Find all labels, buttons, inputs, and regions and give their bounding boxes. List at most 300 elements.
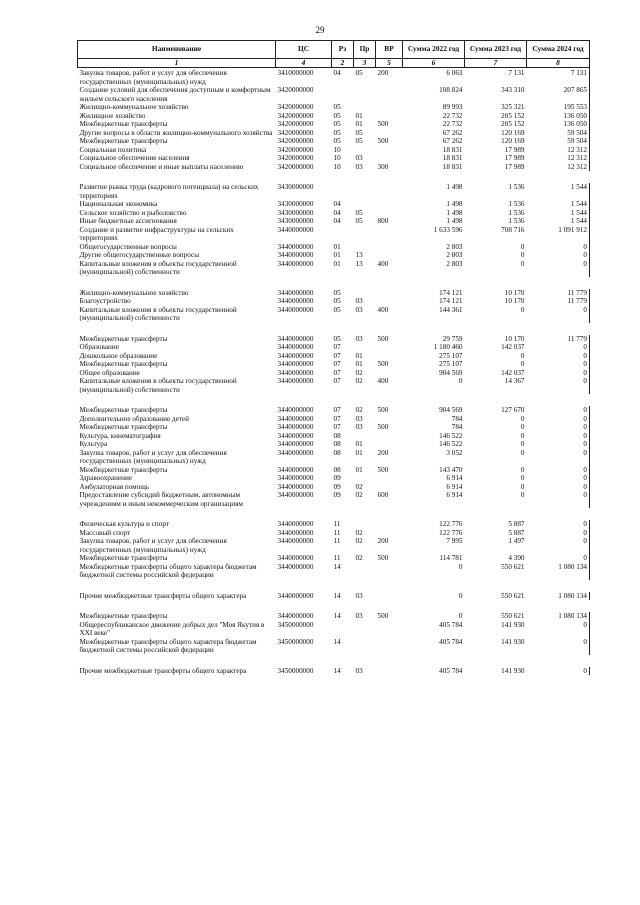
row-cs: 3430000000	[277, 183, 314, 191]
row-sum-2022: 784	[451, 414, 463, 423]
row-rz: 07	[333, 414, 341, 423]
row-sum-2023: 0	[520, 474, 525, 482]
row-sum-2024: 1 544	[527, 209, 590, 218]
row-sum-2024: 12 312	[527, 146, 590, 155]
row-sum-2024: 1 080 134	[527, 563, 590, 580]
row-vr: 400	[377, 305, 389, 314]
row-sum-2022: 174 121	[439, 288, 463, 297]
row-sum-2023: 142 037	[501, 343, 525, 351]
header-number: 6	[403, 59, 465, 68]
row-rz: 05	[333, 305, 341, 314]
row-name: Жилищно-коммунальное хозяйство	[79, 288, 189, 297]
row-sum-2023: 1 497	[508, 537, 525, 545]
row-spacer	[78, 171, 590, 183]
row-sum-2024: 1 544	[527, 200, 590, 209]
table-row	[78, 137, 590, 146]
row-name: Благоустройство	[79, 297, 131, 305]
row-sum-2022: 143 470	[439, 465, 463, 474]
spacer-cell	[78, 277, 590, 289]
row-pr: 01	[355, 120, 363, 128]
row-vr	[376, 112, 403, 121]
row-sum-2023: 120 169	[501, 137, 525, 145]
header-number: 7	[465, 59, 527, 68]
row-pr: 02	[355, 482, 363, 491]
row-pr: 02	[355, 537, 363, 545]
row-pr	[354, 183, 376, 200]
table-row	[78, 335, 590, 344]
row-pr: 01	[355, 360, 363, 368]
spacer-cell	[78, 394, 590, 406]
row-sum-2022: 904 569	[439, 368, 463, 377]
row-name: Сельское хозяйство и рыболовство	[79, 208, 187, 217]
table-row	[78, 563, 590, 580]
row-pr: 05	[355, 208, 363, 217]
row-vr: 500	[377, 554, 389, 562]
row-sum-2022: 1 180 460	[433, 343, 463, 351]
row-sum-2024: 0	[527, 352, 590, 361]
row-rz: 14	[333, 637, 341, 646]
table-row	[78, 103, 590, 112]
header-number: 3	[354, 59, 376, 68]
row-rz: 07	[333, 406, 341, 414]
header-name: Наименование	[78, 41, 276, 59]
spacer-cell	[78, 600, 590, 612]
budget-table	[77, 40, 590, 675]
row-name: Иные бюджетные ассигнования	[79, 217, 177, 225]
row-name: Капитальные вложения в объекты государственной (муниципальной) собственности	[79, 259, 237, 276]
row-sum-2023: 550 621	[501, 591, 525, 600]
row-pr: 01	[355, 351, 363, 360]
row-cs: 3440000000	[277, 360, 314, 368]
row-name: Общее образование	[79, 368, 140, 377]
row-pr	[354, 289, 376, 298]
row-sum-2024: 207 865	[527, 86, 590, 103]
row-sum-2023: 0	[520, 423, 525, 431]
row-rz: 07	[333, 343, 341, 351]
row-pr: 03	[355, 666, 363, 675]
row-rz: 01	[333, 242, 341, 251]
table-row	[78, 520, 590, 529]
row-sum-2022: 67 262	[442, 137, 463, 145]
row-cs: 3420000000	[277, 120, 314, 128]
row-sum-2023: 0	[520, 465, 525, 474]
row-sum-2024: 0	[527, 667, 590, 676]
table-row	[78, 537, 590, 554]
row-pr	[354, 638, 376, 655]
row-vr	[376, 621, 403, 638]
table-row	[78, 260, 590, 277]
row-vr: 200	[377, 69, 389, 77]
row-sum-2023: 141 930	[501, 620, 525, 629]
row-sum-2022: 2 803	[446, 259, 463, 268]
row-sum-2023: 14 367	[504, 377, 525, 385]
table-row	[78, 183, 590, 200]
row-sum-2023: 10 170	[504, 297, 525, 305]
row-sum-2023: 0	[520, 431, 525, 440]
header-number: 2	[332, 59, 354, 68]
table-row	[78, 297, 590, 306]
row-sum-2024: 0	[527, 491, 590, 508]
row-pr: 03	[355, 612, 363, 620]
row-spacer	[78, 394, 590, 406]
row-sum-2022: 405 784	[439, 666, 463, 675]
table-row	[78, 377, 590, 394]
row-vr	[376, 226, 403, 243]
row-sum-2024: 0	[527, 360, 590, 369]
row-sum-2023: 142 037	[501, 368, 525, 377]
row-rz: 09	[333, 474, 341, 482]
row-vr: 500	[377, 612, 389, 620]
row-sum-2022: 22 732	[442, 111, 463, 120]
row-vr	[376, 297, 403, 306]
row-vr	[376, 103, 403, 112]
row-pr: 03	[355, 162, 363, 171]
row-pr: 03	[355, 423, 363, 431]
row-sum-2023: 10 170	[504, 288, 525, 297]
row-sum-2024: 12 312	[527, 163, 590, 172]
row-sum-2022: 7 995	[446, 537, 463, 545]
row-sum-2023: 4 390	[508, 554, 525, 562]
row-name: Социальное обеспечение населения	[79, 154, 190, 162]
row-spacer	[78, 277, 590, 289]
row-sum-2024: 0	[527, 260, 590, 277]
row-sum-2024: 0	[527, 432, 590, 441]
row-vr: 200	[377, 537, 389, 545]
row-rz: 05	[333, 120, 341, 128]
row-sum-2023: 205 152	[501, 120, 525, 128]
row-sum-2023: 141 930	[501, 666, 525, 675]
row-vr	[376, 200, 403, 209]
row-cs: 3440000000	[277, 591, 314, 600]
row-name: Межбюджетные трансферты	[79, 334, 168, 343]
row-rz: 01	[333, 259, 341, 268]
row-sum-2024: 195 553	[527, 103, 590, 112]
row-sum-2023: 0	[520, 440, 525, 448]
row-vr	[376, 432, 403, 441]
table-row	[78, 360, 590, 369]
row-sum-2024: 0	[527, 306, 590, 323]
row-pr: 02	[355, 368, 363, 377]
table-row	[78, 86, 590, 103]
row-vr	[376, 129, 403, 138]
row-sum-2024: 1 080 134	[527, 592, 590, 601]
row-cs: 3410000000	[277, 69, 314, 77]
row-sum-2022: 1 498	[446, 208, 463, 217]
table-body	[78, 68, 590, 676]
row-sum-2024: 59 504	[527, 129, 590, 138]
header-number: 8	[527, 59, 590, 68]
row-sum-2023: 0	[520, 448, 525, 457]
row-vr	[376, 592, 403, 601]
row-sum-2023: 17 989	[504, 162, 525, 171]
row-rz: 05	[333, 297, 341, 305]
row-pr: 01	[355, 448, 363, 457]
row-pr: 05	[355, 69, 363, 77]
row-name: Межбюджетные трансферты общего характера бюджетам бюджетной системы российской федерации	[79, 562, 257, 579]
table-row	[78, 621, 590, 638]
row-sum-2022: 1 633 596	[433, 225, 463, 234]
row-sum-2022: 18 831	[442, 162, 463, 171]
row-vr	[376, 667, 403, 676]
row-vr	[376, 86, 403, 103]
row-rz: 05	[333, 137, 341, 145]
table-row	[78, 638, 590, 655]
row-sum-2022: 6 914	[446, 491, 463, 499]
row-rz: 10	[333, 162, 341, 171]
row-cs: 3440000000	[277, 465, 314, 474]
row-sum-2023: 550 621	[501, 612, 525, 620]
row-sum-2024: 0	[527, 251, 590, 260]
row-name: Социальное обеспечение и иные выплаты населению	[79, 162, 244, 171]
row-sum-2022: 6 063	[446, 69, 463, 77]
row-name: Межбюджетные трансферты	[79, 137, 168, 145]
row-cs: 3440000000	[277, 474, 314, 482]
row-rz: 08	[333, 440, 341, 448]
row-sum-2022: 0	[458, 377, 463, 385]
row-vr: 500	[377, 137, 389, 145]
row-sum-2024: 0	[527, 423, 590, 432]
row-pr	[354, 621, 376, 638]
row-sum-2022: 18 831	[442, 145, 463, 154]
row-cs: 3440000000	[277, 377, 314, 385]
row-rz: 05	[333, 334, 341, 343]
row-name: Дополнительное образование детей	[79, 414, 189, 423]
row-sum-2023: 550 621	[501, 562, 525, 571]
header-rz: Рз	[332, 41, 354, 59]
row-pr: 13	[355, 259, 363, 268]
row-cs: 3430000000	[277, 200, 314, 208]
row-sum-2022: 275 107	[439, 360, 463, 368]
row-sum-2022: 2 803	[446, 242, 463, 251]
row-rz: 08	[333, 448, 341, 457]
table-row	[78, 483, 590, 492]
row-sum-2022: 1 498	[446, 217, 463, 225]
table-row	[78, 667, 590, 676]
row-name: Образование	[79, 343, 119, 351]
row-cs: 3440000000	[277, 406, 314, 414]
row-sum-2022: 275 107	[439, 351, 463, 360]
row-cs: 3440000000	[277, 528, 314, 537]
row-cs: 3430000000	[277, 217, 314, 225]
row-vr	[376, 529, 403, 538]
header-sum-2023: Сумма 2023 год	[465, 41, 527, 59]
row-sum-2023: 1 536	[508, 183, 525, 191]
row-sum-2022: 1 498	[446, 200, 463, 208]
row-cs: 3440000000	[277, 351, 314, 360]
row-cs: 3440000000	[277, 368, 314, 377]
row-pr: 13	[355, 251, 363, 259]
table-row	[78, 129, 590, 138]
table-row	[78, 432, 590, 441]
row-sum-2022: 0	[458, 591, 463, 600]
table-row	[78, 369, 590, 378]
row-cs: 3440000000	[277, 537, 314, 545]
row-cs: 3420000000	[277, 128, 314, 137]
row-cs: 3440000000	[277, 431, 314, 440]
row-vr: 500	[377, 120, 389, 128]
spacer-cell	[78, 655, 590, 667]
table-row	[78, 289, 590, 298]
row-sum-2023: 7 131	[508, 69, 525, 77]
row-rz: 07	[333, 423, 341, 431]
row-rz: 11	[333, 520, 341, 528]
row-pr: 02	[355, 491, 363, 499]
row-sum-2023: 17 989	[504, 145, 525, 154]
row-name: Развитие рынка труда (кадрового потенциала) на сельских территориях	[79, 183, 259, 200]
table-row	[78, 163, 590, 172]
row-rz: 08	[333, 465, 341, 474]
row-name: Межбюджетные трансферты	[79, 360, 168, 368]
row-vr	[376, 154, 403, 163]
row-rz: 04	[333, 208, 341, 217]
row-rz: 05	[333, 288, 341, 297]
row-cs: 3440000000	[277, 305, 314, 314]
row-pr	[354, 86, 376, 103]
row-vr: 500	[377, 334, 389, 343]
row-name: Национальная экономика	[79, 200, 158, 208]
row-rz: 11	[333, 528, 341, 537]
row-sum-2022: 0	[458, 562, 463, 571]
row-sum-2023: 1 536	[508, 200, 525, 208]
row-spacer	[78, 655, 590, 667]
row-sum-2024: 11 779	[527, 297, 590, 306]
row-pr: 05	[355, 128, 363, 137]
row-rz: 09	[333, 491, 341, 499]
header-sum-2022: Сумма 2022 год	[403, 41, 465, 59]
row-cs: 3440000000	[277, 343, 314, 351]
row-pr: 05	[355, 137, 363, 145]
row-sum-2023: 708 716	[501, 225, 525, 234]
row-cs: 3440000000	[277, 491, 314, 499]
row-rz: 01	[333, 251, 341, 259]
row-sum-2023: 0	[520, 251, 525, 259]
row-vr	[376, 520, 403, 529]
row-pr	[354, 563, 376, 580]
row-pr	[354, 226, 376, 243]
row-sum-2022: 29 759	[442, 334, 463, 343]
row-vr	[376, 289, 403, 298]
row-name: Создание условий для обеспечения доступным и комфортным жильем сельского населения	[79, 86, 271, 103]
row-sum-2024: 0	[527, 415, 590, 424]
row-sum-2022: 174 121	[439, 297, 463, 305]
table-row	[78, 343, 590, 352]
row-rz: 07	[333, 360, 341, 368]
row-sum-2024: 59 504	[527, 137, 590, 146]
row-cs: 3440000000	[277, 334, 314, 343]
row-pr: 03	[355, 154, 363, 162]
row-sum-2022: 67 262	[442, 128, 463, 137]
row-vr: 500	[377, 465, 389, 474]
row-name: Физическая культура и спорт	[79, 520, 169, 528]
row-sum-2024: 0	[527, 529, 590, 538]
table-row	[78, 491, 590, 508]
row-cs: 3420000000	[277, 137, 314, 145]
row-vr: 400	[377, 377, 389, 385]
row-vr	[376, 183, 403, 200]
row-sum-2023: 0	[520, 242, 525, 251]
row-vr	[376, 474, 403, 483]
row-vr: 600	[377, 491, 389, 499]
row-pr	[354, 146, 376, 155]
row-spacer	[78, 323, 590, 335]
row-rz: 14	[333, 612, 341, 620]
row-pr: 05	[355, 217, 363, 225]
row-rz	[332, 183, 354, 200]
table-row	[78, 415, 590, 424]
row-pr: 01	[355, 111, 363, 120]
row-sum-2023: 1 536	[508, 217, 525, 225]
row-sum-2024: 0	[527, 638, 590, 655]
row-cs: 3440000000	[277, 225, 314, 234]
row-sum-2023: 10 170	[504, 334, 525, 343]
row-cs: 3440000000	[277, 562, 314, 571]
row-cs: 3420000000	[277, 162, 314, 171]
row-sum-2023: 120 169	[501, 128, 525, 137]
table-row	[78, 449, 590, 466]
row-cs: 3450000000	[277, 620, 314, 629]
row-name: Межбюджетные трансферты	[79, 423, 168, 431]
row-cs: 3430000000	[277, 208, 314, 217]
table-row	[78, 529, 590, 538]
row-cs: 3440000000	[277, 440, 314, 448]
row-rz: 04	[333, 200, 341, 208]
row-name: Закупка товаров, работ и услуг для обеспечения государственных (муниципальных) нужд	[79, 69, 227, 86]
row-name: Социальная политика	[79, 145, 147, 154]
row-sum-2024: 136 050	[527, 112, 590, 121]
row-cs: 3440000000	[277, 520, 314, 528]
row-name: Предоставление субсидий бюджетным, автономным учреждениям и иным некоммерческим организациям	[79, 491, 243, 508]
row-name: Прочие межбюджетные трансферты общего характера	[79, 666, 247, 675]
row-sum-2023: 325 321	[501, 103, 525, 111]
row-name: Межбюджетные трансферты	[79, 406, 168, 414]
row-rz: 10	[333, 145, 341, 154]
row-sum-2024: 0	[527, 440, 590, 449]
row-cs: 3420000000	[277, 103, 314, 111]
row-vr	[376, 415, 403, 424]
row-rz: 07	[333, 351, 341, 360]
row-sum-2022: 108 824	[439, 86, 463, 94]
row-pr: 02	[355, 554, 363, 562]
row-vr: 200	[377, 448, 389, 457]
row-pr: 01	[355, 440, 363, 448]
row-sum-2022: 2 803	[446, 251, 463, 259]
row-sum-2022: 114 781	[439, 554, 463, 562]
row-name: Жилищно-коммунальное хозяйство	[79, 103, 189, 111]
table-row	[78, 251, 590, 260]
row-rz	[332, 621, 354, 638]
row-name: Общегосударственные вопросы	[79, 242, 177, 251]
row-name: Жилищное хозяйство	[79, 111, 146, 120]
spacer-cell	[78, 508, 590, 520]
row-cs: 3440000000	[277, 297, 314, 305]
row-sum-2023: 0	[520, 482, 525, 491]
row-rz	[332, 86, 354, 103]
table-row	[78, 217, 590, 226]
header-number: 5	[376, 59, 403, 68]
header-cs: ЦС	[276, 41, 332, 59]
table-row	[78, 466, 590, 475]
row-sum-2024: 0	[527, 483, 590, 492]
table-row	[78, 423, 590, 432]
row-sum-2023: 5 887	[508, 520, 525, 528]
table-row	[78, 146, 590, 155]
table-row	[78, 352, 590, 361]
row-name: Закупка товаров, работ и услуг для обеспечения государственных (муниципальных) нужд	[79, 537, 227, 554]
row-sum-2024: 1 544	[527, 183, 590, 200]
row-sum-2022: 122 776	[439, 528, 463, 537]
row-sum-2024: 0	[527, 621, 590, 638]
header-vr: ВР	[376, 41, 403, 59]
